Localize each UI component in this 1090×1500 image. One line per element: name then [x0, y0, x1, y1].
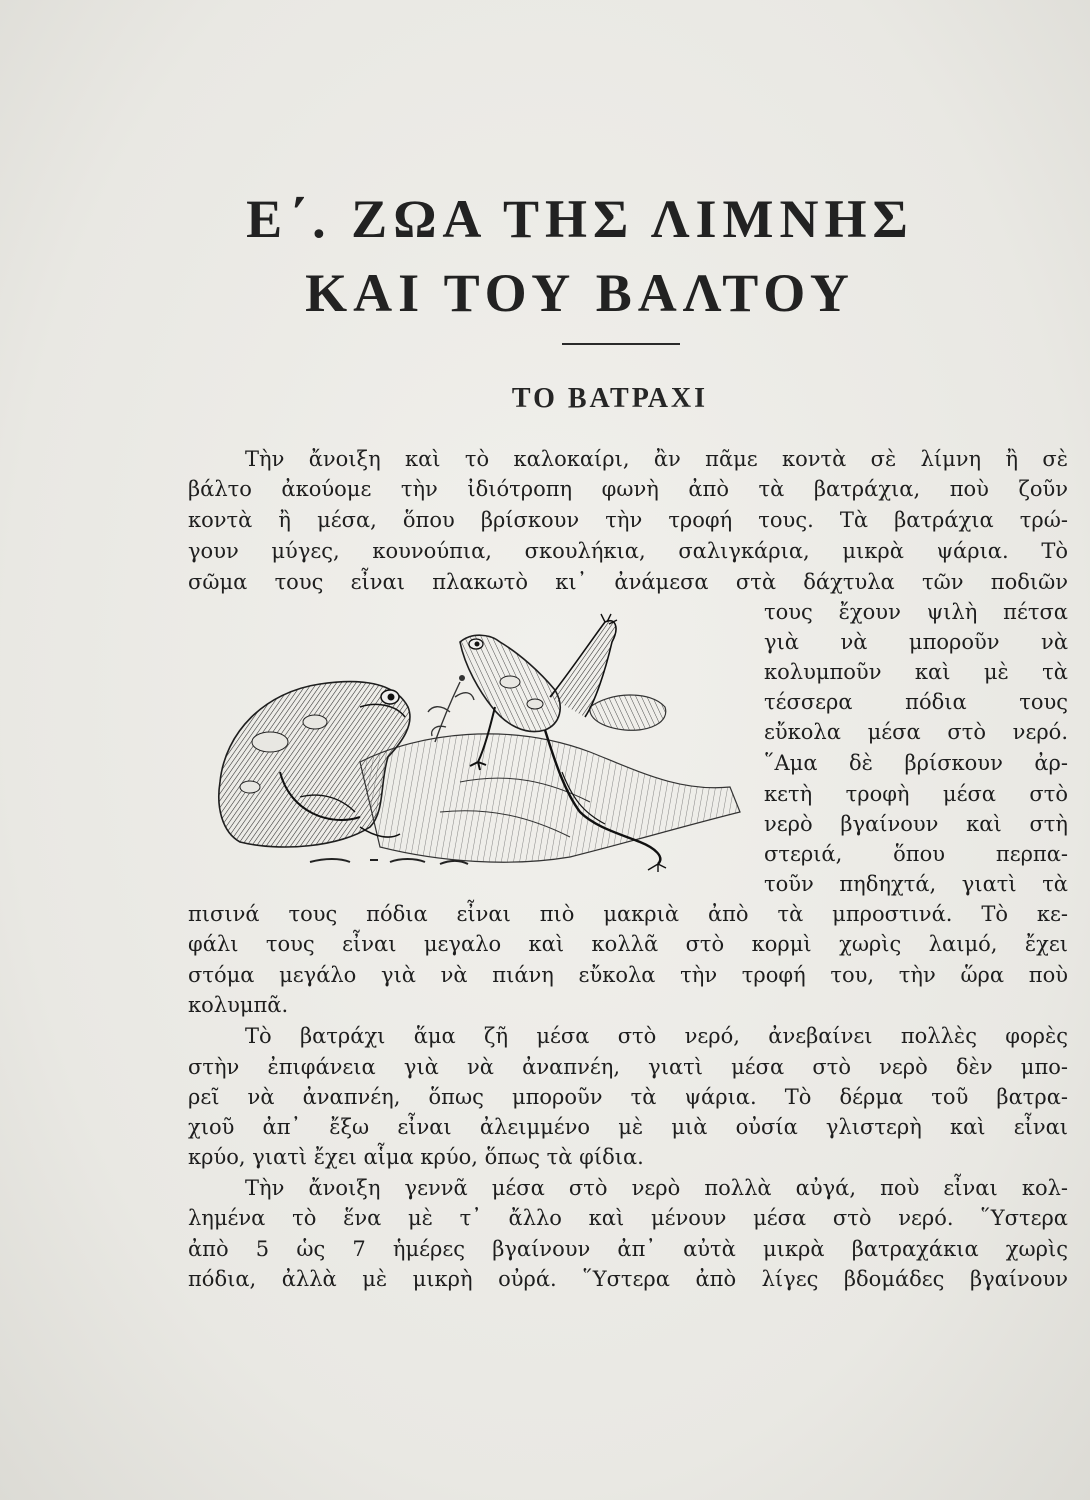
text-line: νερὸ βγαίνουν καὶ στὴ — [764, 812, 1068, 836]
text-line: τοῦν πηδηχτά, γιατὶ τὰ — [764, 872, 1068, 896]
text-line: στεριά, ὅπου περπα- — [764, 842, 1068, 866]
text-line: ρεῖ νὰ ἀναπνέη, ὅπως μποροῦν τὰ ψάρια. Τὸ δέρμα τοῦ βατρα- — [188, 1085, 1068, 1109]
text-line: ῞Αμα δὲ βρίσκουν ἀρ- — [764, 751, 1068, 775]
title-divider — [562, 343, 680, 345]
text-line: κετὴ τροφὴ μέσα στὸ — [764, 782, 1068, 806]
text-line: γιὰ νὰ μποροῦν νὰ — [764, 630, 1068, 654]
plant-sprig — [428, 682, 474, 742]
text-line: τους ἔχουν ψιλὴ πέτσα — [764, 600, 1068, 624]
chapter-title-line-1: Ε΄. ΖΩΑ ΤΗΣ ΛΙΜΝΗΣ — [246, 189, 914, 249]
text-line: σῶμα τους εἶναι πλακωτὸ κι᾿ ἀνάμεσα στὰ δάχτυλα τῶν ποδιῶν — [188, 570, 1068, 594]
text-line: στὴν ἐπιφάνεια γιὰ νὰ ἀναπνέη, γιατὶ μέσα στὸ νερὸ δὲν μπο- — [188, 1055, 1068, 1079]
text-line: κρύο, γιατὶ ἔχει αἷμα κρύο, ὅπως τὰ φίδια. — [188, 1145, 644, 1169]
text-line: κολυμποῦν καὶ μὲ τὰ — [764, 660, 1068, 684]
frogs-illustration — [210, 612, 750, 874]
text-line: κοντὰ ἢ μέσα, ὅπου βρίσκουν τὴν τροφή τους. Τὰ βατράχια τρώ- — [188, 508, 1068, 532]
text-line: φάλι τους εἶναι μεγαλο καὶ κολλᾶ στὸ κορμὶ χωρὶς λαιμό, ἔχει — [188, 932, 1068, 956]
text-line: βάλτο ἀκούομε τὴν ἰδιότροπη φωνὴ ἀπὸ τὰ βατράχια, ποὺ ζοῦν — [188, 477, 1068, 501]
text-line: χιοῦ ἀπ᾿ ἔξω εἶναι ἀλειμμένο μὲ μιὰ οὐσία γλιστερὴ καὶ εἶναι — [188, 1115, 1068, 1139]
stone — [590, 695, 666, 730]
text-line: τέσσερα πόδια τους — [764, 690, 1068, 714]
text-line: κολυμπᾶ. — [188, 993, 289, 1017]
water-marks — [310, 859, 468, 864]
text-line: πόδια, ἀλλὰ μὲ μικρὴ οὐρά. ῞Υστερα ἀπὸ λίγες βδομάδες βγαίνουν — [188, 1267, 1068, 1291]
text-line: στόμα μεγάλο γιὰ νὰ πιάνη εὔκολα τὴν τροφή του, τὴν ὥρα ποὺ — [188, 963, 1068, 987]
section-title: ΤΟ ΒΑΤΡΑΧΙ — [511, 383, 709, 414]
ground — [360, 734, 740, 862]
text-line: εὔκολα μέσα στὸ νερό. — [764, 720, 1068, 744]
text-line: Τὸ βατράχι ἅμα ζῆ μέσα στὸ νερό, ἀνεβαίνει πολλὲς φορὲς — [245, 1024, 1068, 1048]
text-line: γουν μύγες, κουνούπια, σκουλήκια, σαλιγκάρια, μικρὰ ψάρια. Τὸ — [188, 539, 1068, 563]
text-line: λημένα τὸ ἕνα μὲ τ᾿ ἄλλο καὶ μένουν μέσα στὸ νερό. ῞Υστερα — [188, 1206, 1068, 1230]
text-line: Τὴν ἄνοιξη γεννᾶ μέσα στὸ νερὸ πολλὰ αὐγά, ποὺ εἶναι κολ- — [245, 1176, 1068, 1200]
text-line: Τὴν ἄνοιξη καὶ τὸ καλοκαίρι, ἂν πᾶμε κοντὰ σὲ λίμνη ἢ σὲ — [245, 447, 1068, 471]
chapter-title-line-2: ΚΑΙ ΤΟΥ ΒΑΛΤΟΥ — [305, 263, 855, 323]
text-line: πισινά τους πόδια εἶναι πιὸ μακριὰ ἀπὸ τὰ μπροστινά. Τὸ κε- — [188, 902, 1068, 926]
text-line: ἀπὸ 5 ὡς 7 ἡμέρες βγαίνουν ἀπ᾿ αὐτὰ μικρὰ βατραχάκια χωρὶς — [188, 1237, 1068, 1261]
